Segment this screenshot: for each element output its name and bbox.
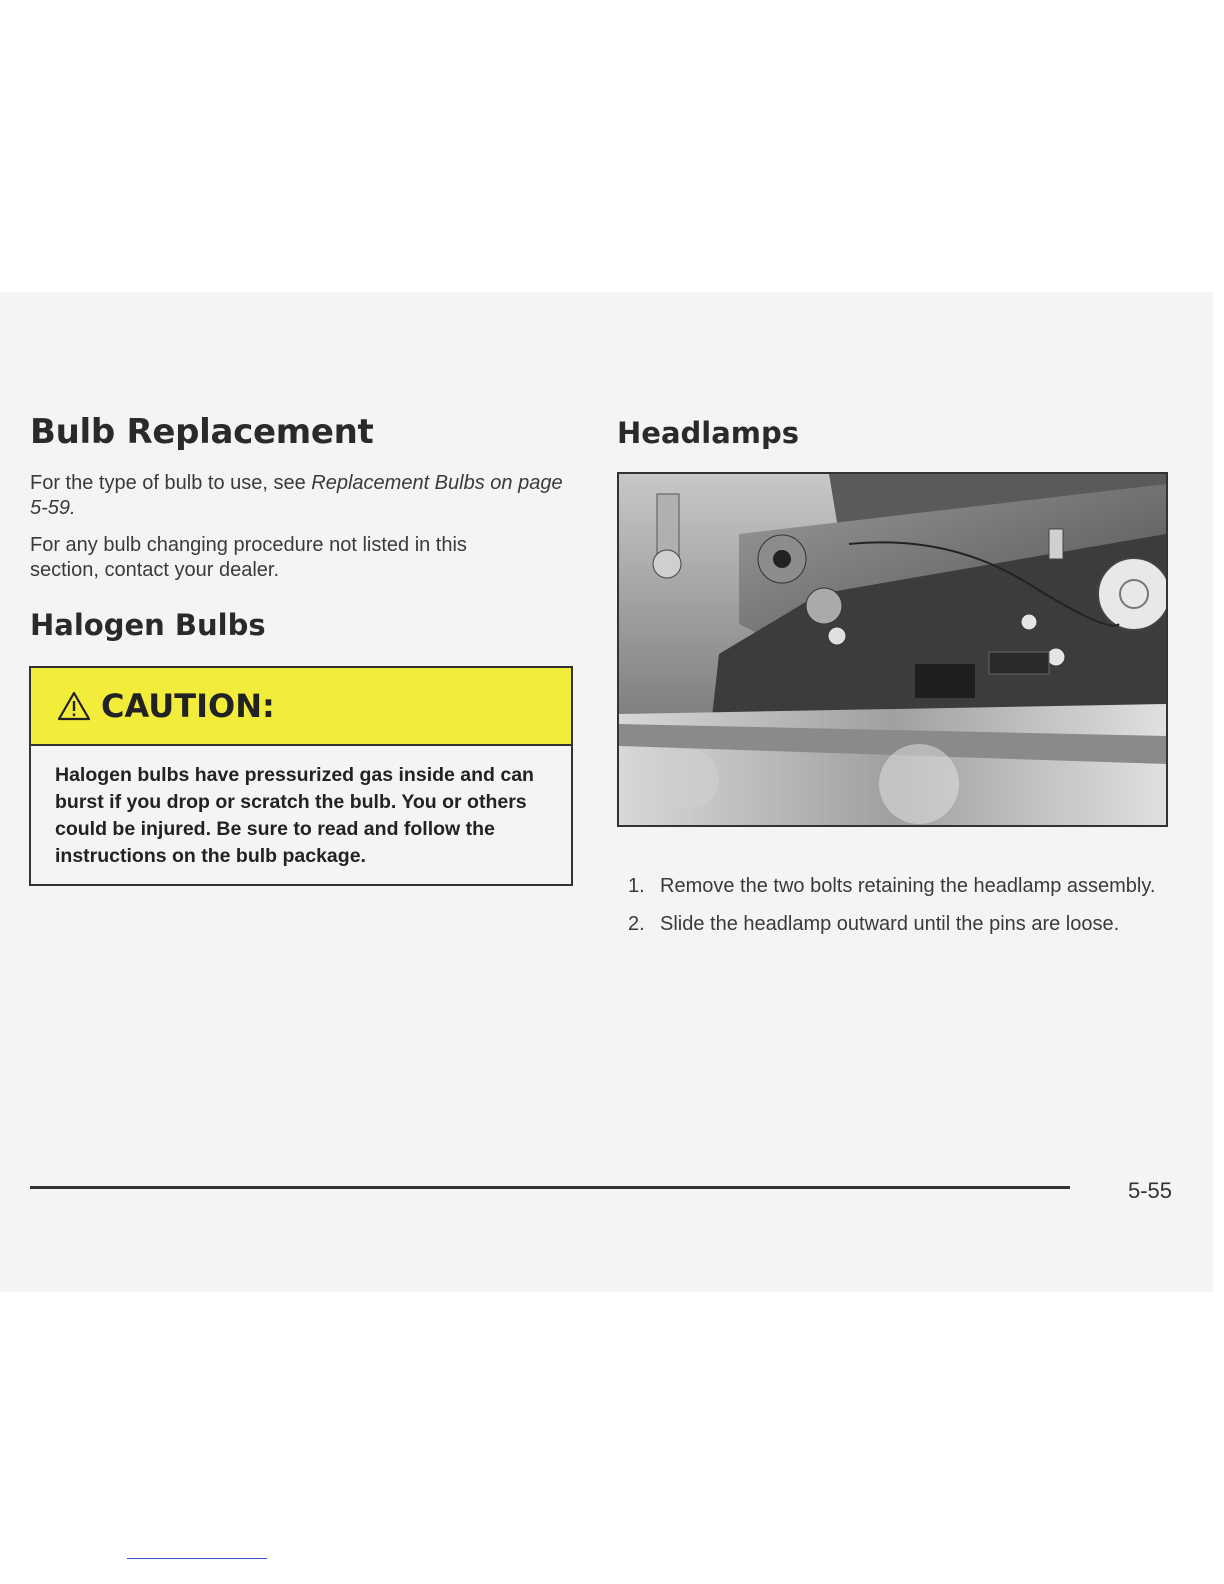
page-title: Bulb Replacement	[30, 412, 374, 452]
headlamp-steps-list	[628, 873, 1188, 949]
step-text: Remove the two bolts retaining the headlamp assembly.	[660, 875, 1156, 897]
bottom-underline	[127, 1558, 267, 1559]
caution-header	[31, 668, 571, 746]
halogen-bulbs-heading: Halogen Bulbs	[30, 608, 266, 642]
intro-paragraph	[30, 471, 575, 521]
intro-text: For the type of bulb to use, see	[30, 472, 312, 494]
replacement-bulbs-reference: Replacement Bulbs on page 5-59.	[30, 472, 563, 519]
caution-text: Halogen bulbs have pressurized gas inside and can burst if you drop or scratch the bulb. You or others could be injured. Be sure to read and follow the instructions on the bulb package.	[55, 764, 534, 867]
warning-triangle-icon	[57, 691, 91, 721]
list-item	[628, 873, 1188, 899]
caution-box	[29, 666, 573, 886]
caution-label: CAUTION:	[101, 687, 275, 725]
page-number: 5-55	[1128, 1178, 1173, 1203]
step-number: 1.	[628, 875, 645, 897]
list-item	[628, 911, 1188, 937]
headlamp-assembly-illustration	[619, 474, 1166, 825]
headlamps-heading: Headlamps	[617, 416, 800, 450]
footer-rule	[30, 1186, 1070, 1189]
headlamp-engine-photo	[617, 472, 1168, 827]
step-number: 2.	[628, 913, 645, 935]
dealer-paragraph: For any bulb changing procedure not listed in this section, contact your dealer.	[30, 534, 467, 581]
step-text: Slide the headlamp outward until the pins are loose.	[660, 913, 1120, 935]
